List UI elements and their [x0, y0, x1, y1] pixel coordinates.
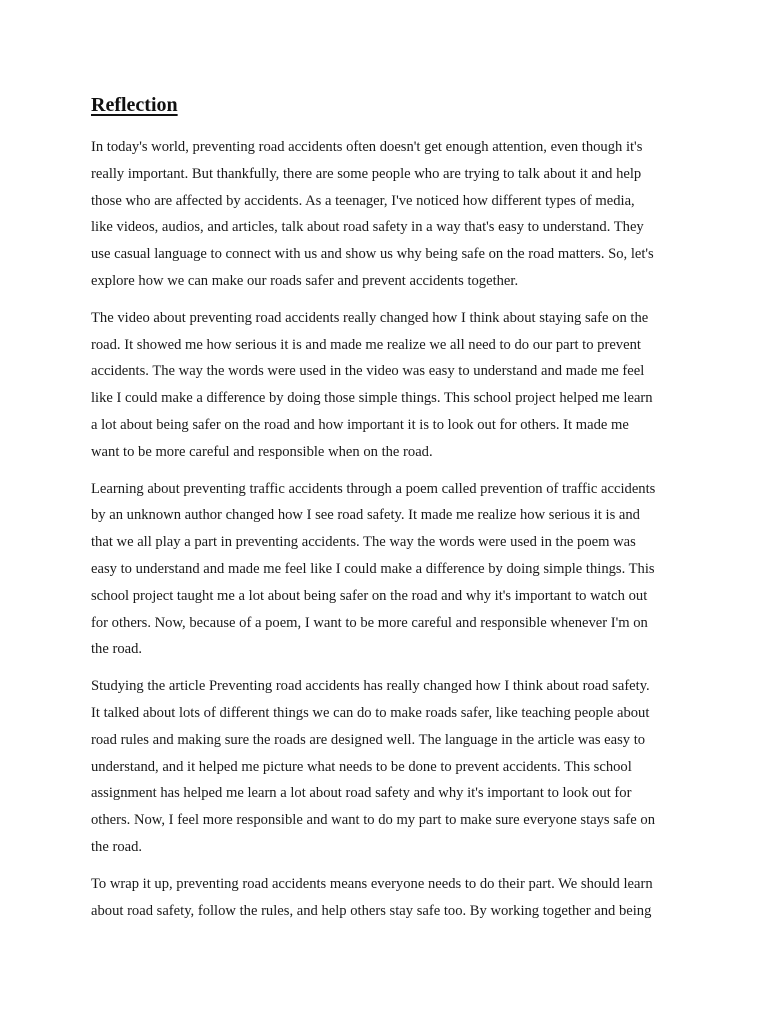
paragraph-line: use casual language to connect with us and show us why being safe on the road matters. So, let's — [91, 246, 654, 263]
paragraph-line: the road. — [91, 838, 143, 855]
paragraph-line: accidents. The way the words were used in the video was easy to understand and made me feel — [91, 363, 645, 380]
paragraph-line: really important. But thankfully, there are some people who are trying to talk about it and help — [91, 165, 642, 182]
body-paragraph — [91, 673, 681, 861]
paragraph-line: To wrap it up, preventing road accidents means everyone needs to do their part. We should learn — [91, 875, 653, 892]
paragraph-line: others. Now, I feel more responsible and want to do my part to make sure everyone stays safe on — [91, 812, 655, 829]
body-paragraph — [91, 476, 681, 664]
paragraph-line: Learning about preventing traffic accidents through a poem called prevention of traffic accidents — [91, 480, 656, 497]
paragraph-line: like videos, audios, and articles, talk about road safety in a way that's easy to understand. They — [91, 219, 644, 236]
paragraph-line: It talked about lots of different things we can do to make roads safer, like teaching people about — [91, 704, 650, 721]
paragraph-line: road rules and making sure the roads are designed well. The language in the article was easy to — [91, 731, 646, 748]
paragraph-line: a lot about being safer on the road and how important it is to look out for others. It made me — [91, 416, 629, 433]
paragraph-line: by an unknown author changed how I see road safety. It made me realize how serious it is and — [91, 507, 640, 524]
paragraph-line: like I could make a difference by doing those simple things. This school project helped me learn — [91, 390, 653, 407]
paragraph-line: understand, and it helped me picture what needs to be done to prevent accidents. This school — [91, 758, 632, 775]
body-paragraph — [91, 305, 681, 466]
paragraph-line: assignment has helped me learn a lot about road safety and why it's important to look out for — [91, 785, 632, 802]
paragraph-line: explore how we can make our roads safer and prevent accidents together. — [91, 272, 519, 289]
paragraph-line: In today's world, preventing road accidents often doesn't get enough attention, even though it's — [91, 139, 643, 155]
paragraph-line: those who are affected by accidents. As a teenager, I've noticed how different types of media, — [91, 192, 635, 209]
paragraph-line: road. It showed me how serious it is and made me realize we all need to do our part to prevent — [91, 336, 641, 353]
paragraph-container — [91, 134, 681, 924]
paragraph-line: The video about preventing road accidents really changed how I think about staying safe on the — [91, 309, 649, 326]
paragraph-line: easy to understand and made me feel like I could make a difference by doing simple things. This — [91, 560, 655, 577]
paragraph-line: school project taught me a lot about being safer on the road and why it's important to watch out — [91, 587, 648, 604]
paragraph-line: about road safety, follow the rules, and help others stay safe too. By working together and being — [91, 902, 652, 919]
body-paragraph — [91, 134, 681, 295]
page-title: Reflection — [91, 94, 178, 116]
paragraph-line: that we all play a part in preventing accidents. The way the words were used in the poem was — [91, 534, 636, 551]
paragraph-line: the road. — [91, 641, 143, 658]
paragraph-line: Studying the article Preventing road accidents has really changed how I think about road safety. — [91, 678, 650, 695]
document-body — [91, 92, 681, 934]
body-paragraph — [91, 871, 681, 925]
paragraph-line: for others. Now, because of a poem, I want to be more careful and responsible whenever I'm on — [91, 614, 648, 631]
paragraph-line: want to be more careful and responsible when on the road. — [91, 443, 433, 460]
